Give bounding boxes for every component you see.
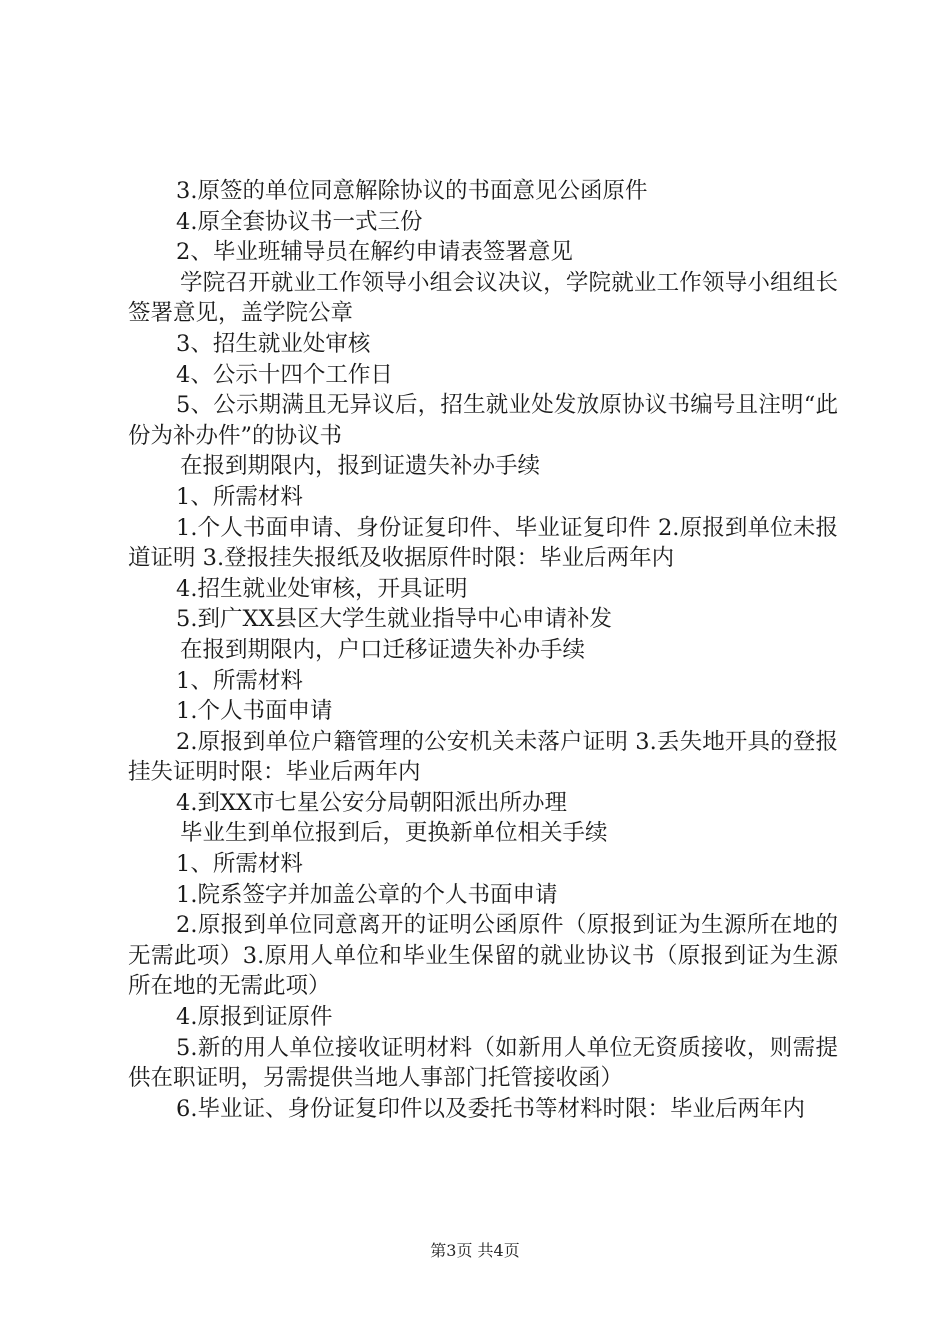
paragraph-2: 4.原全套协议书一式三份 — [176, 208, 423, 235]
paragraph-3: 2、毕业班辅导员在解约申请表签署意见 — [176, 239, 573, 266]
paragraph-21: 2.原报到单位同意离开的证明公函原件（原报到证为生源所在地的无需此项）3.原用人单位和毕业生保留的就业协议书（原报到证为生源所在地的无需此项） — [128, 912, 838, 1000]
paragraph-23: 5.新的用人单位接收证明材料（如新用人单位无资质接收，则需提供在职证明，另需提供当地人事部门托管接收函） — [128, 1034, 838, 1092]
paragraph-17: 4.到XX市七星公安分局朝阳派出所办理 — [176, 789, 568, 816]
paragraph-20: 1.院系签字并加盖公章的个人书面申请 — [176, 881, 558, 908]
paragraph-16: 2.原报到单位户籍管理的公安机关未落户证明 3.丢失地开具的登报挂失证明时限：毕业后两年内 — [128, 728, 838, 786]
paragraph-14: 1、所需材料 — [176, 667, 303, 694]
paragraph-10: 1.个人书面申请、身份证复印件、毕业证复印件 2.原报到单位未报道证明 3.登报挂失报纸及收据原件时限：毕业后两年内 — [128, 514, 838, 572]
paragraph-22: 4.原报到证原件 — [176, 1004, 333, 1031]
paragraph-15: 1.个人书面申请 — [176, 698, 333, 725]
paragraph-12: 5.到广XX县区大学生就业指导中心申请补发 — [176, 606, 613, 633]
paragraph-7: 5、公示期满且无异议后，招生就业处发放原协议书编号且注明“此份为补办件”的协议书 — [128, 392, 838, 449]
page-number-footer: 第3页 共4页 — [430, 1241, 520, 1260]
paragraph-8: 在报到期限内，报到证遗失补办手续 — [180, 453, 541, 480]
paragraph-5: 3、招生就业处审核 — [176, 330, 371, 357]
paragraph-6: 4、公示十四个工作日 — [176, 361, 393, 388]
paragraph-4: 学院召开就业工作领导小组会议决议，学院就业工作领导小组组长签署意见，盖学院公章 — [128, 269, 838, 327]
document-body — [128, 176, 838, 1124]
paragraph-18: 毕业生到单位报到后，更换新单位相关手续 — [180, 820, 608, 847]
paragraph-24: 6.毕业证、身份证复印件以及委托书等材料时限：毕业后两年内 — [176, 1095, 805, 1122]
paragraph-19: 1、所需材料 — [176, 851, 303, 878]
paragraph-1: 3.原签的单位同意解除协议的书面意见公函原件 — [176, 178, 648, 204]
paragraph-13: 在报到期限内，户口迁移证遗失补办手续 — [180, 636, 586, 663]
paragraph-9: 1、所需材料 — [176, 483, 303, 510]
paragraph-11: 4.招生就业处审核，开具证明 — [176, 575, 468, 602]
